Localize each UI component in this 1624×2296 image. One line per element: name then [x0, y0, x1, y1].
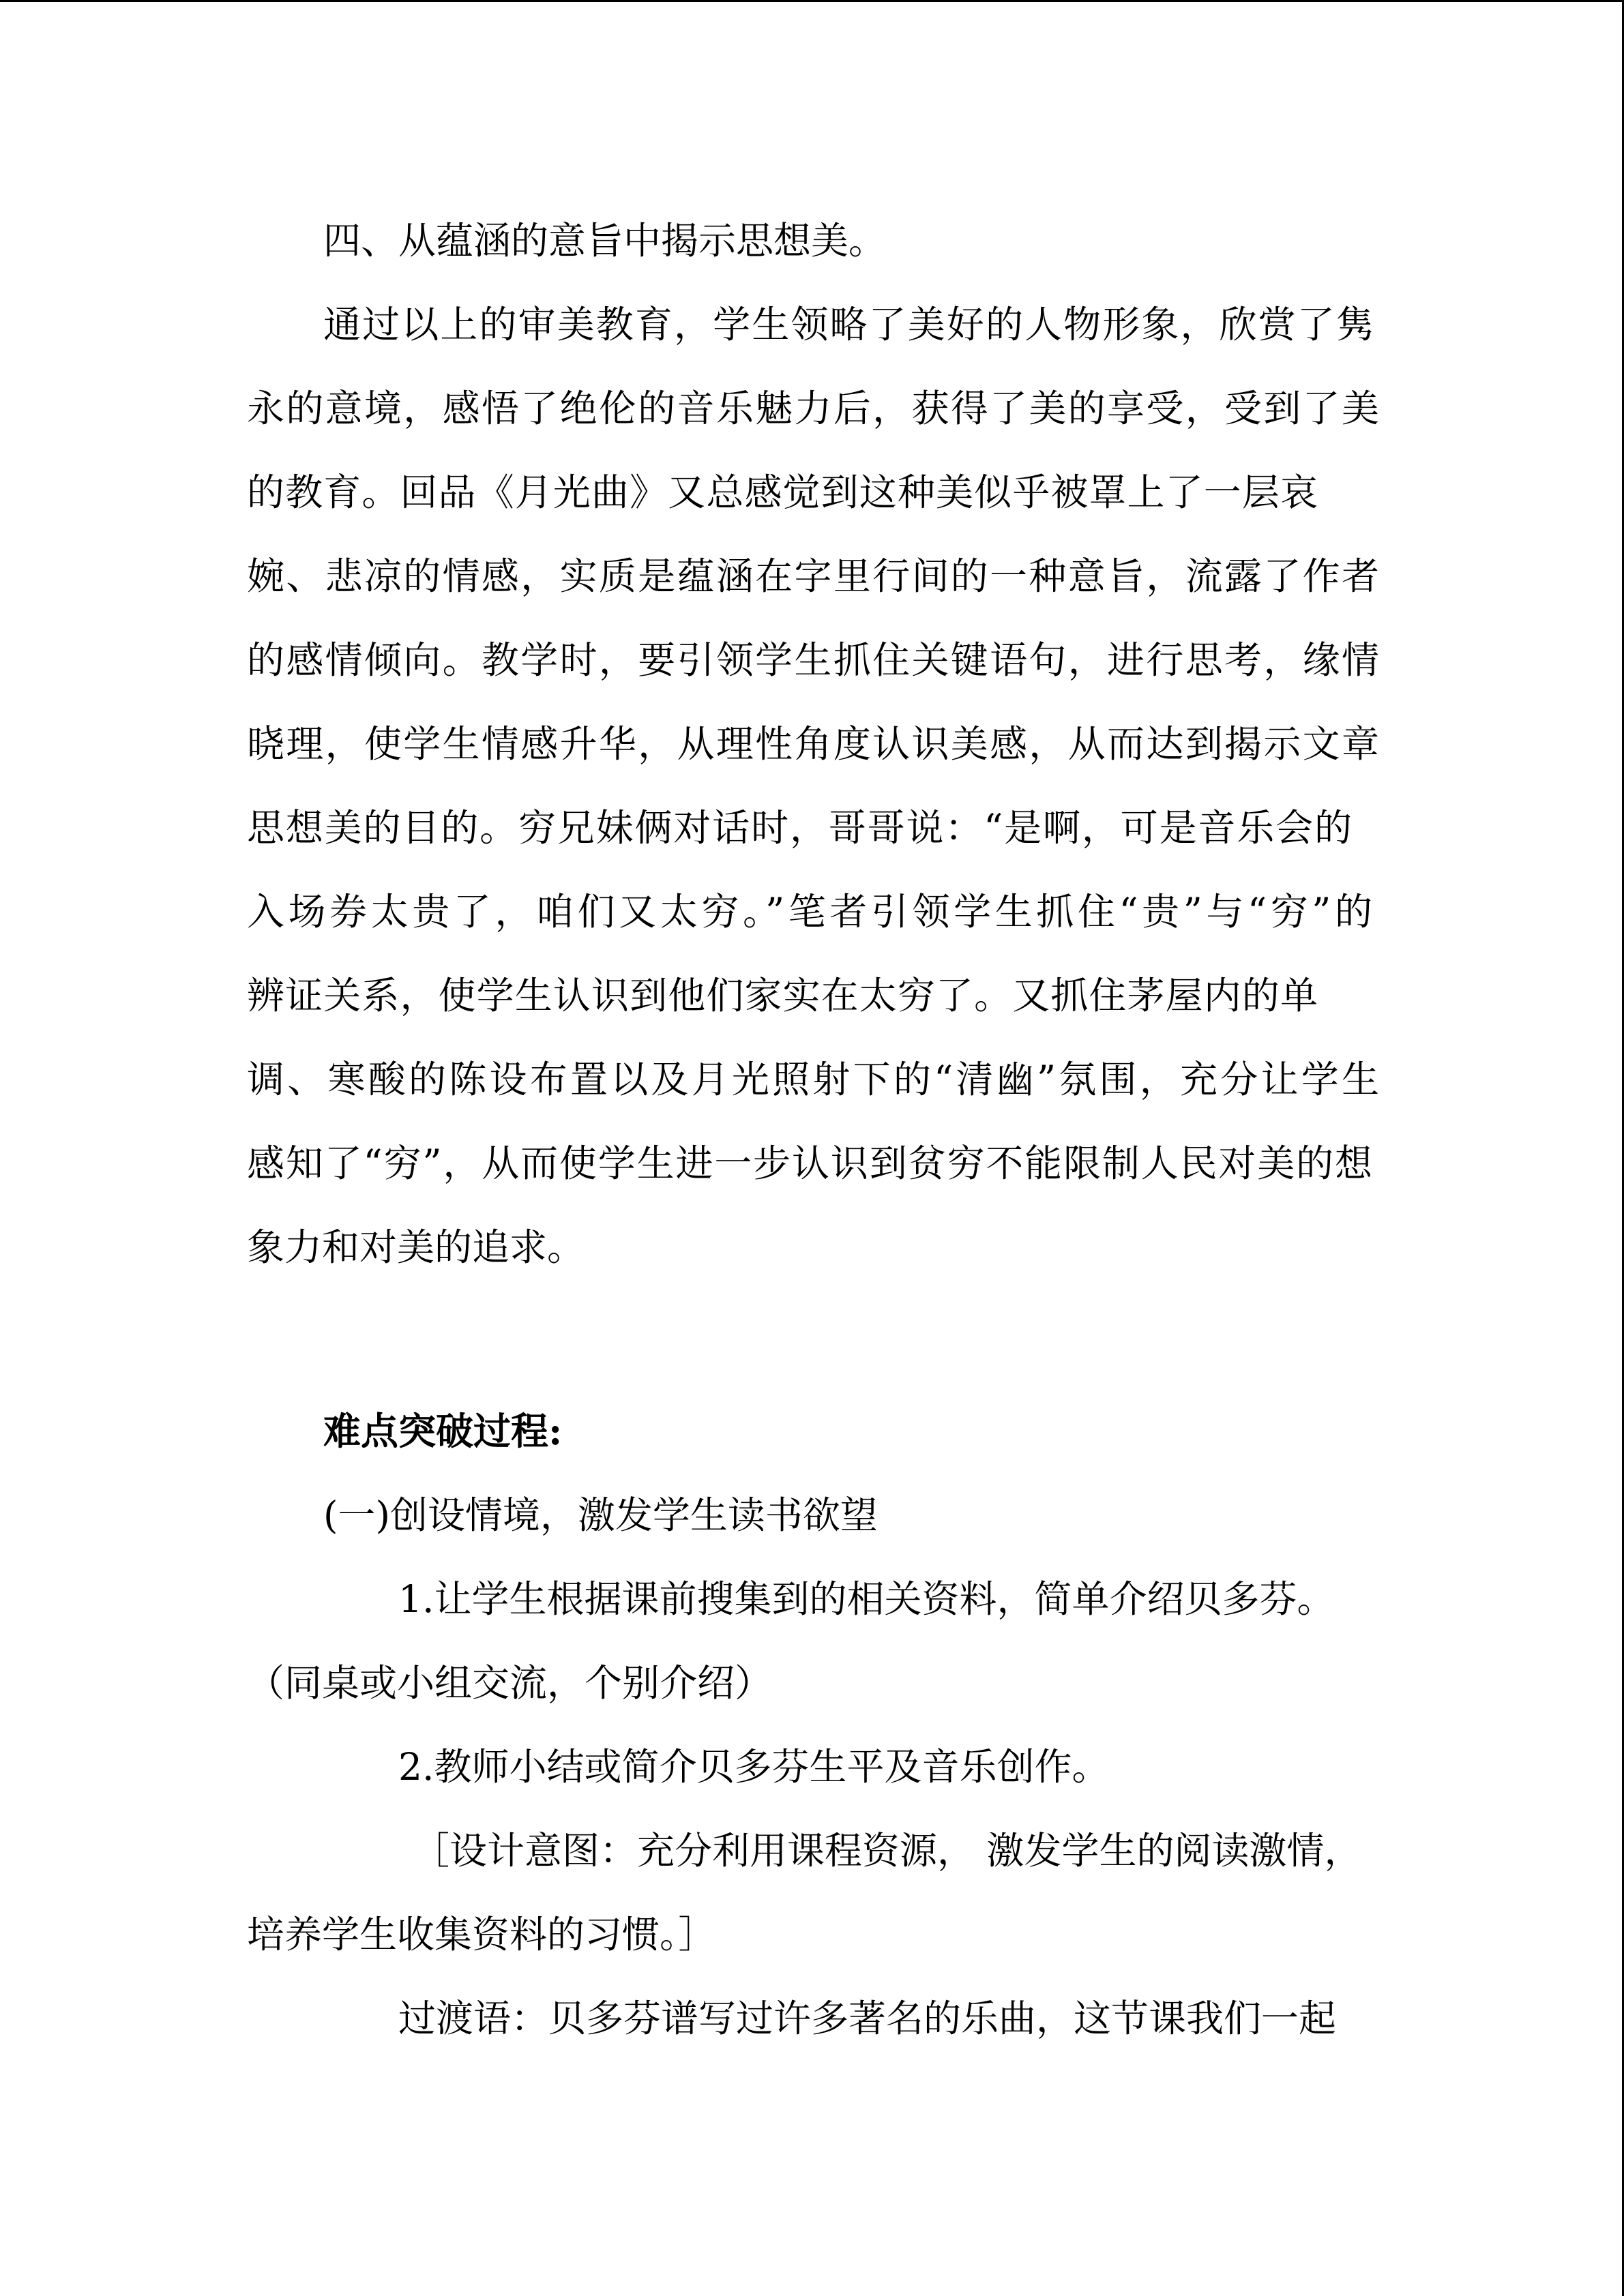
paragraph-line: 辨证关系，使学生认识到他们家实在太穷了。又抓住茅屋内的单: [247, 974, 1318, 1017]
paragraph-line: 永的意境，感悟了绝伦的音乐魅力后，获得了美的享受，受到了美: [247, 387, 1379, 430]
paragraph-line: 感知了“穷”，从而使学生进一步认识到贫穷不能限制人民对美的想: [247, 1142, 1372, 1185]
paragraph-line: 调、寒酸的陈设布置以及月光照射下的“清幽”氛围，充分让学生: [247, 1058, 1379, 1101]
design-intent-line: 培养学生收集资料的习惯。］: [247, 1913, 716, 1956]
paragraph-line: 入场券太贵了，咱们又太穷。”笔者引领学生抓住“贵”与“穷”的: [247, 890, 1372, 934]
step-heading: (一)创设情境，激发学生读书欲望: [323, 1493, 878, 1537]
list-item-1-note: （同桌或小组交流，个别介绍）: [247, 1661, 773, 1705]
transition-text: 过渡语：贝多芬谱写过许多著名的乐曲，这节课我们一起: [398, 1997, 1337, 2040]
paragraph-line: 的感情倾向。教学时，要引领学生抓住关键语句，进行思考，缘情: [247, 638, 1379, 682]
section-heading: 四、从蕴涵的意旨中揭示思想美。: [323, 219, 887, 263]
paragraph-line: 象力和对美的追求。: [247, 1225, 585, 1269]
list-item-2: 2.教师小结或简介贝多芬生平及音乐创作。: [398, 1745, 1110, 1789]
paragraph-line: 思想美的目的。穷兄妹俩对话时，哥哥说：“是啊，可是音乐会的: [247, 806, 1352, 850]
list-item-1: 1.让学生根据课前搜集到的相关资料，简单介绍贝多芬。: [398, 1577, 1335, 1621]
paragraph-line: 晓理，使学生情感升华，从理性角度认识美感，从而达到揭示文章: [247, 722, 1379, 766]
process-heading: 难点突破过程:: [323, 1409, 563, 1453]
design-intent-line: ［设计意图：充分利用课程资源， 激发学生的阅读激情，: [412, 1829, 1362, 1873]
paragraph-line: 婉、悲凉的情感，实质是蕴涵在字里行间的一种意旨，流露了作者: [247, 554, 1379, 598]
paragraph-line: 通过以上的审美教育，学生领略了美好的人物形象，欣赏了隽: [323, 303, 1374, 346]
paragraph-line: 的教育。回品《月光曲》又总感觉到这种美似乎被罩上了一层哀: [247, 471, 1318, 514]
